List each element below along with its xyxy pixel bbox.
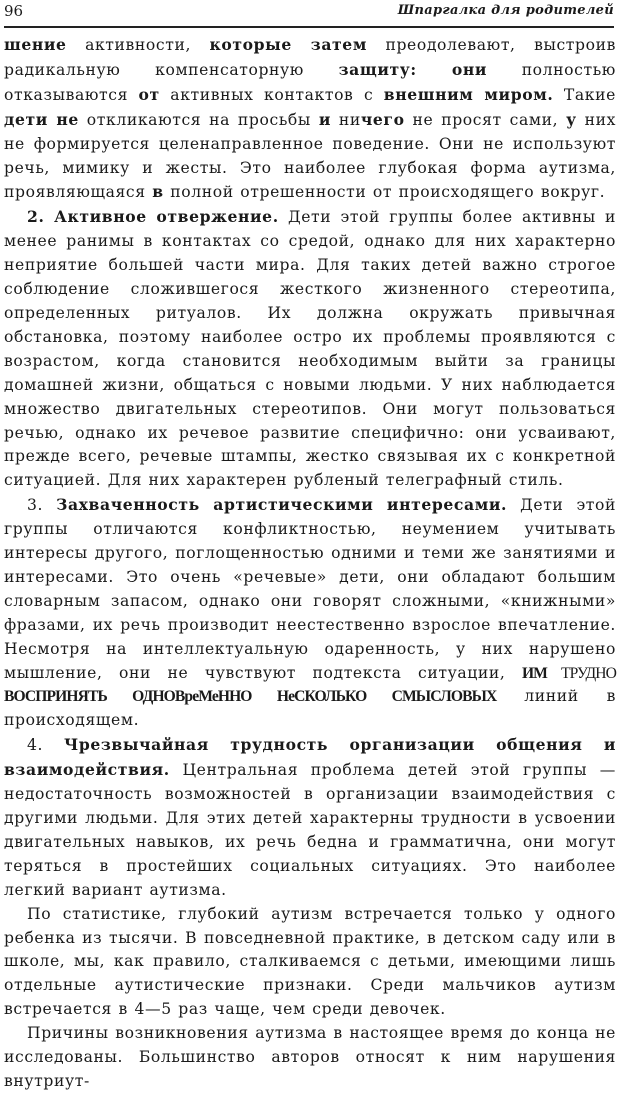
page-number: 96	[4, 2, 24, 20]
paragraph-communication-difficulty: 4. Чрезвычайная трудность организации общения и взаимодействия. Центральная проблема детей этой группы — недостаточность возможностей в организации взаимодействия с другими людьми. Для этих детей характерны трудности в усвоении двигательных навыков, их речь бедна и грамматична, они могут теряться в простейших социальных ситуациях. Это наиболее легкий вариант аутизма.	[4, 735, 617, 899]
running-title: Шпаргалка для родителей	[397, 3, 614, 18]
paragraph-continuation: шение активности, которые затем преодолевают, выстроив радикальную компенсаторную защиту: они полностью отказываются от активных контактов с внешним миром. Такие дети не откликаются на просьбы и ничего не просят сами, у них не формируется целенаправленное поведение. Они не используют речь, мимику и жесты. Это наиболее глубокая форма аутизма, проявляющаяся в полной отрешенности от происходящего вокруг.	[4, 35, 616, 202]
paragraph-causes: Причины возникновения аутизма в настоящее время до конца не исследованы. Большинство авторов относят к ним нарушения внутриут-	[4, 1024, 617, 1090]
paragraph-statistics: По статистике, глубокий аутизм встречается только у одного ребенка из тысячи. В повседневной практике, в детском саду или в школе, мы, как правило, сталкиваемся с детьми, имеющими лишь отдельные аутистические признаки. Среди мальчиков аутизм встречается в 4—5 раз чаще, чем среди девочек.	[4, 904, 616, 1019]
section-heading: 2. Активное отвержение.	[27, 207, 279, 227]
header-rule	[4, 26, 614, 28]
page-body	[4, 33, 616, 1094]
paragraph-artistic-interests: 3. Захваченность артистическими интересами. Дети этой группы отличаются конфликтностью, неумением учитывать интересы другого, поглощенностью одними и теми же занятиями и интересами. Это очень «речевые» дети, они обладают большим словарным запасом, однако они говорят сложными, «книжными» фразами, их речь производит неестественно взрослое впечатление. Несмотря на интеллектуальную одаренность, у них нарушено мышление, они не чувствуют подтекста ситуации, ИМ ТРУДНО ВОСПРИНЯТЬ ОДНОВреМеННО НеСКОЛЬКО СМЫСЛОВЫХ линий в происходящем.	[4, 495, 616, 730]
page-header	[4, 0, 614, 24]
section-heading: Захваченность артистическими интересами.	[56, 495, 508, 515]
section-heading: Чрезвычайная трудность организации общения и взаимодействия.	[4, 735, 617, 780]
paragraph-active-rejection: 2. Активное отвержение. Дети этой группы более активны и менее ранимы в контактах со средой, однако для них характерно неприятие большей части мира. Для таких детей важно строгое соблюдение сложившегося жесткого жизненного стереотипа, определенных ритуалов. Их должна окружать привычная обстановка, поэтому наиболее остро их проблемы проявляются с возрастом, когда становится необходимым выйти за границы домашней жизни, общаться с новыми людьми. У них наблюдается множество двигательных стереотипов. Они могут пользоваться речью, однако их речевое развитие специфично: они усваивают, прежде всего, речевые штампы, жестко связывая их с конкретной ситуацией. Для них характерен рубленый телеграфный стиль.	[4, 207, 616, 490]
